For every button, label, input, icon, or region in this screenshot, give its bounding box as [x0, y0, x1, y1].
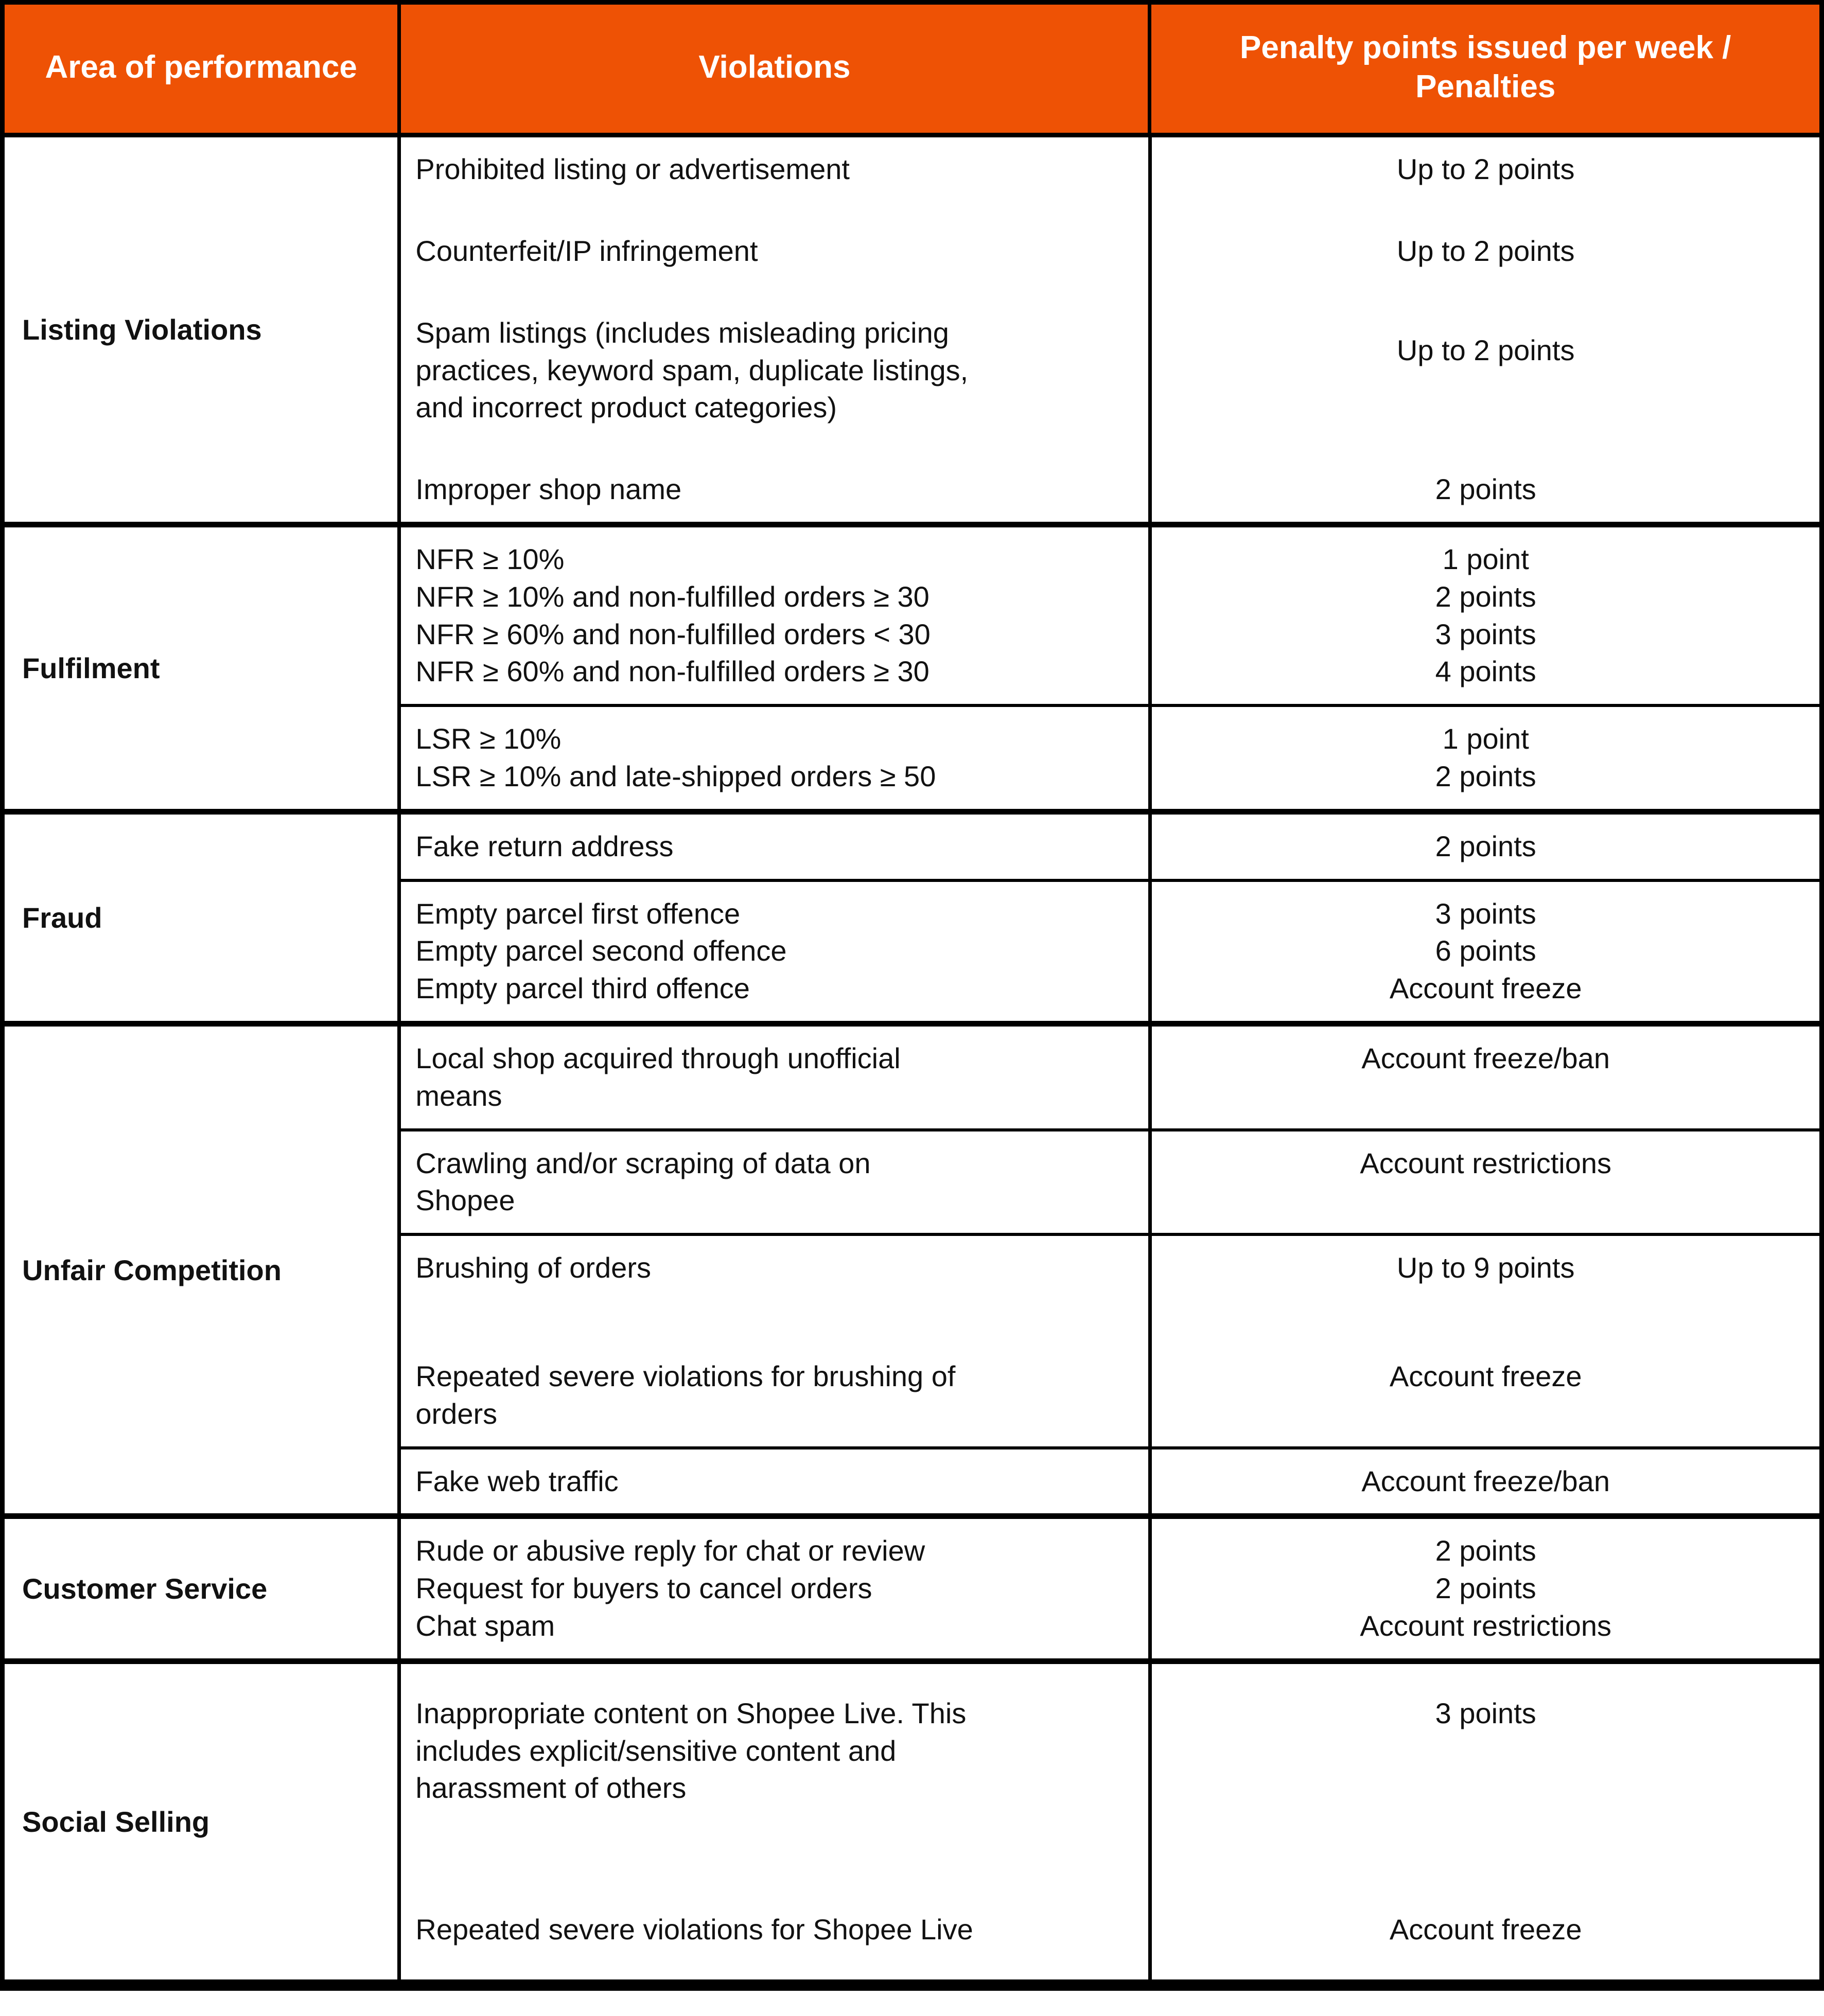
violation-line: Fake return address	[415, 829, 674, 862]
table-row	[401, 1234, 1819, 1345]
penalty-line: 6 points	[1435, 934, 1536, 967]
section-group-social-selling	[399, 1661, 1819, 1979]
area-label-customer-service: Customer Service	[5, 1516, 399, 1661]
area-label-fulfilment: Fulfilment	[5, 525, 399, 812]
section-group-customer-service	[399, 1516, 1819, 1661]
table-row	[401, 457, 1819, 522]
violation-line: Shopee	[415, 1184, 515, 1217]
penalty-line: Account restrictions	[1360, 1609, 1612, 1642]
table-row	[5, 811, 1819, 1023]
penalty-line: Up to 2 points	[1396, 153, 1575, 186]
table-row	[5, 1661, 1819, 1979]
spacer	[415, 1677, 1133, 1695]
violation-cell	[401, 1448, 1150, 1514]
penalty-line: 2 points	[1435, 1534, 1536, 1567]
violation-line: Chat spam	[415, 1609, 555, 1642]
penalty-cell	[1150, 1234, 1819, 1345]
table-row	[5, 1024, 1819, 1516]
penalty-line: 2 points	[1435, 760, 1536, 793]
table-row	[5, 1516, 1819, 1661]
column-header-penalties-line-2: Penalties	[1415, 68, 1556, 104]
penalty-line: Account freeze/ban	[1361, 1464, 1610, 1497]
penalty-line: 3 points	[1435, 1696, 1536, 1729]
violation-cell	[401, 880, 1150, 1021]
penalty-line: Account restrictions	[1360, 1146, 1612, 1179]
violation-line: NFR ≥ 10%	[415, 543, 565, 576]
penalty-cell	[1150, 880, 1819, 1021]
violation-line: and incorrect product categories)	[415, 391, 837, 424]
violation-cell	[401, 137, 1150, 219]
penalty-cell	[1150, 1130, 1819, 1235]
penalty-line: 4 points	[1435, 655, 1536, 688]
table-row	[401, 1519, 1819, 1658]
spacer	[415, 427, 1133, 444]
violation-cell	[401, 815, 1150, 880]
penalty-line: 1 point	[1442, 722, 1529, 755]
violation-line: NFR ≥ 10% and non-fulfilled orders ≥ 30	[415, 580, 929, 613]
penalty-line: Up to 2 points	[1396, 235, 1575, 268]
spacer	[415, 1949, 1133, 1966]
spacer	[415, 270, 1133, 288]
table-row	[5, 135, 1819, 525]
area-label-unfair-competition: Unfair Competition	[5, 1024, 399, 1516]
violation-cell	[401, 457, 1150, 522]
violation-cell	[401, 527, 1150, 705]
table-row	[401, 1664, 1819, 1898]
violation-line: Request for buyers to cancel orders	[415, 1572, 872, 1605]
violation-line: NFR ≥ 60% and non-fulfilled orders ≥ 30	[415, 655, 929, 688]
violation-cell	[401, 1898, 1150, 1979]
column-header-penalties	[1150, 5, 1819, 135]
violation-cell	[401, 705, 1150, 809]
penalty-cell	[1150, 457, 1819, 522]
violation-cell	[401, 301, 1150, 457]
violation-cell	[401, 1130, 1150, 1235]
penalty-cell	[1150, 137, 1819, 219]
violation-line: Fake web traffic	[415, 1464, 619, 1497]
penalty-cell	[1150, 815, 1819, 880]
table-row	[401, 301, 1819, 457]
spacer	[415, 1287, 1133, 1331]
violation-line: Repeated severe violations for brushing of	[415, 1359, 956, 1392]
violation-line: Empty parcel second offence	[415, 934, 787, 967]
violation-line: Spam listings (includes misleading pricing	[415, 316, 949, 349]
column-header-violations: Violations	[399, 5, 1150, 135]
penalty-points-table	[5, 5, 1819, 1979]
penalty-line: Up to 9 points	[1396, 1251, 1575, 1284]
penalty-line: 2 points	[1435, 580, 1536, 613]
violation-cell	[401, 1234, 1150, 1345]
spacer	[415, 188, 1133, 206]
penalty-cell	[1150, 219, 1819, 301]
table-row	[401, 705, 1819, 809]
penalty-cell	[1150, 527, 1819, 705]
violation-cell	[401, 1027, 1150, 1130]
violation-line: Empty parcel first offence	[415, 897, 741, 930]
violation-line: Inappropriate content on Shopee Live. This	[415, 1696, 967, 1729]
table-row	[401, 1448, 1819, 1514]
penalty-line: Account freeze/ban	[1361, 1042, 1610, 1074]
area-label-listing-violations: Listing Violations	[5, 135, 399, 525]
violation-line: Counterfeit/IP infringement	[415, 235, 758, 268]
section-group-fraud	[399, 811, 1819, 1023]
penalty-cell	[1150, 705, 1819, 809]
penalty-line: 2 points	[1435, 1572, 1536, 1605]
violation-cell	[401, 1345, 1150, 1448]
table-row	[401, 137, 1819, 219]
table-row	[401, 219, 1819, 301]
violation-line: NFR ≥ 60% and non-fulfilled orders < 30	[415, 617, 931, 650]
penalty-cell	[1150, 1345, 1819, 1448]
table-row	[401, 1345, 1819, 1448]
violation-line: Repeated severe violations for Shopee Live	[415, 1913, 973, 1946]
penalty-line: Up to 2 points	[1396, 333, 1575, 366]
spacer	[1164, 314, 1807, 332]
violation-line: Rude or abusive reply for chat or review	[415, 1534, 925, 1567]
section-group-unfair-competition	[399, 1024, 1819, 1516]
penalty-line: 1 point	[1442, 543, 1529, 576]
section-group-listing-violations	[399, 135, 1819, 525]
table-row	[401, 527, 1819, 705]
penalty-line: 3 points	[1435, 897, 1536, 930]
spacer	[415, 1807, 1133, 1884]
table-body	[5, 135, 1819, 1979]
violation-line: Prohibited listing or advertisement	[415, 153, 850, 186]
violation-line: orders	[415, 1397, 498, 1430]
penalty-line: 2 points	[1435, 829, 1536, 862]
penalty-line: 3 points	[1435, 617, 1536, 650]
column-header-penalties-line-1: Penalty points issued per week /	[1239, 30, 1731, 65]
violation-line: LSR ≥ 10% and late-shipped orders ≥ 50	[415, 760, 936, 793]
spacer	[1164, 1677, 1807, 1695]
penalty-line: 2 points	[1435, 473, 1536, 506]
column-header-area-of-performance: Area of performance	[5, 5, 399, 135]
table-row	[401, 1130, 1819, 1235]
violation-line: LSR ≥ 10%	[415, 722, 562, 755]
violation-line: harassment of others	[415, 1772, 687, 1805]
table-row	[5, 525, 1819, 812]
violation-line: includes explicit/sensitive content and	[415, 1734, 897, 1767]
penalty-cell	[1150, 1448, 1819, 1514]
violation-cell	[401, 1519, 1150, 1658]
violation-line: Local shop acquired through unofficial	[415, 1042, 901, 1074]
table-header	[5, 5, 1819, 135]
table-row	[401, 815, 1819, 880]
table-row	[401, 880, 1819, 1021]
table-row	[401, 1027, 1819, 1130]
section-group-fulfilment	[399, 525, 1819, 812]
area-label-fraud: Fraud	[5, 811, 399, 1023]
penalty-cell	[1150, 1898, 1819, 1979]
violation-cell	[401, 1664, 1150, 1898]
violation-line: means	[415, 1079, 502, 1112]
table-row	[401, 1898, 1819, 1979]
violation-line: Empty parcel third offence	[415, 972, 750, 1005]
header-row	[5, 5, 1819, 135]
penalty-cell	[1150, 1027, 1819, 1130]
penalty-cell	[1150, 301, 1819, 457]
penalty-line: Account freeze	[1389, 1913, 1582, 1946]
penalty-line: Account freeze	[1389, 1359, 1582, 1392]
penalty-line: Account freeze	[1389, 972, 1582, 1005]
violation-line: Crawling and/or scraping of data on	[415, 1146, 871, 1179]
violation-cell	[401, 219, 1150, 301]
penalty-cell	[1150, 1519, 1819, 1658]
violation-line: practices, keyword spam, duplicate listings,	[415, 353, 969, 386]
penalty-cell	[1150, 1664, 1819, 1898]
violation-line: Brushing of orders	[415, 1251, 651, 1284]
area-label-social-selling: Social Selling	[5, 1661, 399, 1979]
violation-line: Improper shop name	[415, 473, 682, 506]
